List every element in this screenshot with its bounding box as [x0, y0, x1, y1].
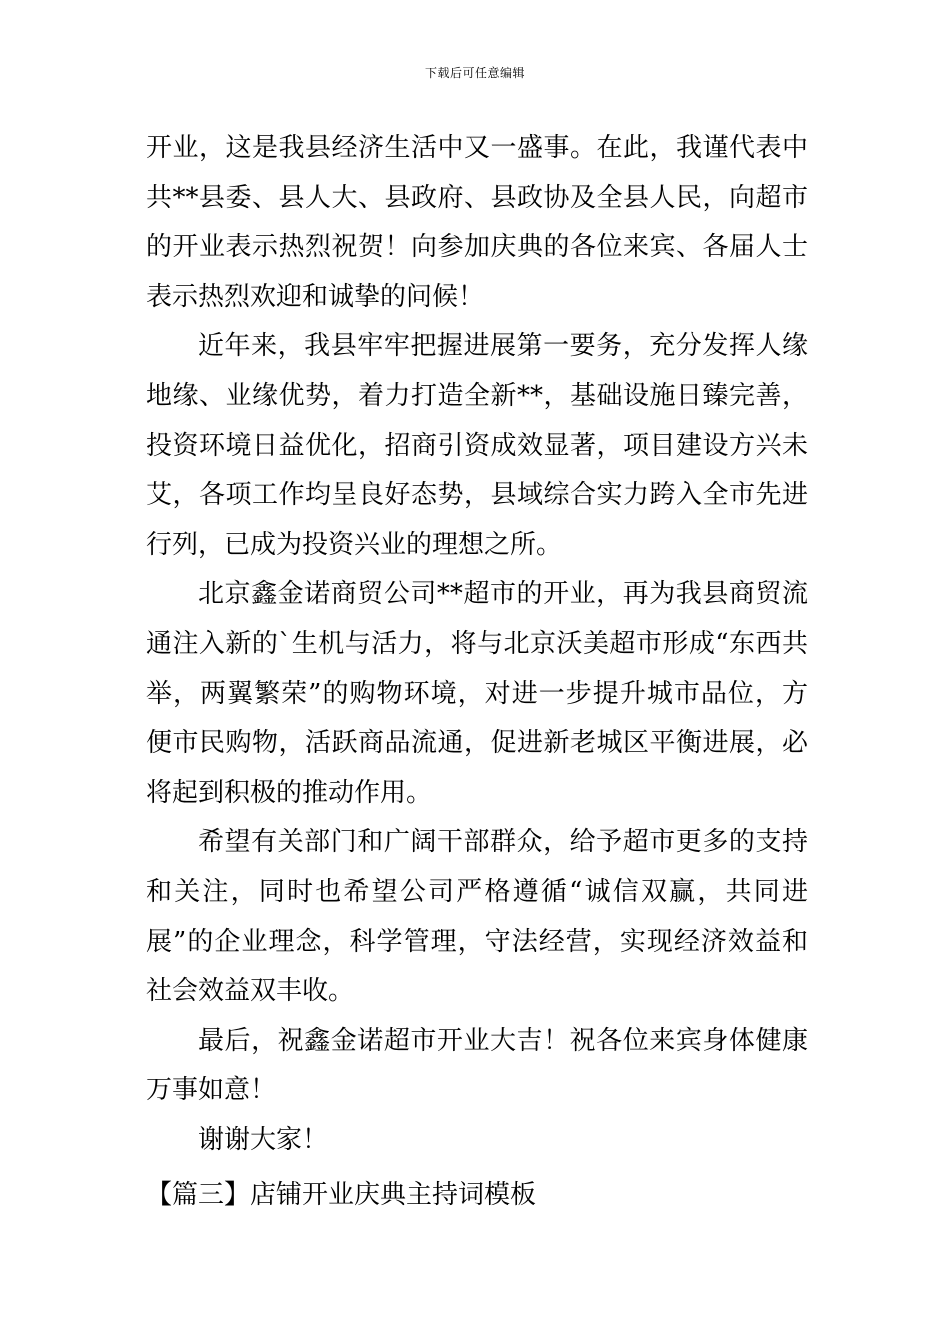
document-body — [146, 124, 808, 1165]
page-header-note: 下载后可任意编辑 — [424, 66, 525, 80]
paragraph-opening: 开业，这是我县经济生活中又一盛事。在此，我谨代表中共**县委、县人大、县政府、县政协及全县人民，向超市的开业表示热烈祝贺！向参加庆典的各位来宾、各届人士表示热烈欢迎和诚挚的问候！ — [146, 133, 808, 312]
paragraph-closing-wishes: 最后，祝鑫金诺超市开业大吉！祝各位来宾身体健康万事如意！ — [146, 1025, 808, 1106]
paragraph-hope: 希望有关部门和广阔干部群众，给予超市更多的支持和关注，同时也希望公司严格遵循“诚信双赢，共同进展”的企业理念，科学管理，守法经营，实现经济效益和社会效益双丰收。 — [146, 827, 808, 1007]
paragraph-supermarket-opening: 北京鑫金诺商贸公司**超市的开业，再为我县商贸流通注入新的`生机与活力，将与北京沃美超市形成“东西共举，两翼繁荣”的购物环境，对进一步提升城市品位，方便市民购物，活跃商品流通，促进新老城区平衡进展，必将起到积极的推动作用。 — [146, 579, 808, 808]
paragraph-thanks: 谢谢大家！ — [198, 1124, 329, 1155]
paragraph-development: 近年来，我县牢牢把握进展第一要务，充分发挥人缘地缘、业缘优势，着力打造全新**，基础设施日臻完善，投资环境日益优化，招商引资成效显著，项目建设方兴未艾，各项工作均呈良好态势，县域综合实力跨入全市先进行列，已成为投资兴业的理想之所。 — [146, 331, 808, 560]
section-heading: 【篇三】店铺开业庆典主持词模板 — [146, 1180, 537, 1210]
